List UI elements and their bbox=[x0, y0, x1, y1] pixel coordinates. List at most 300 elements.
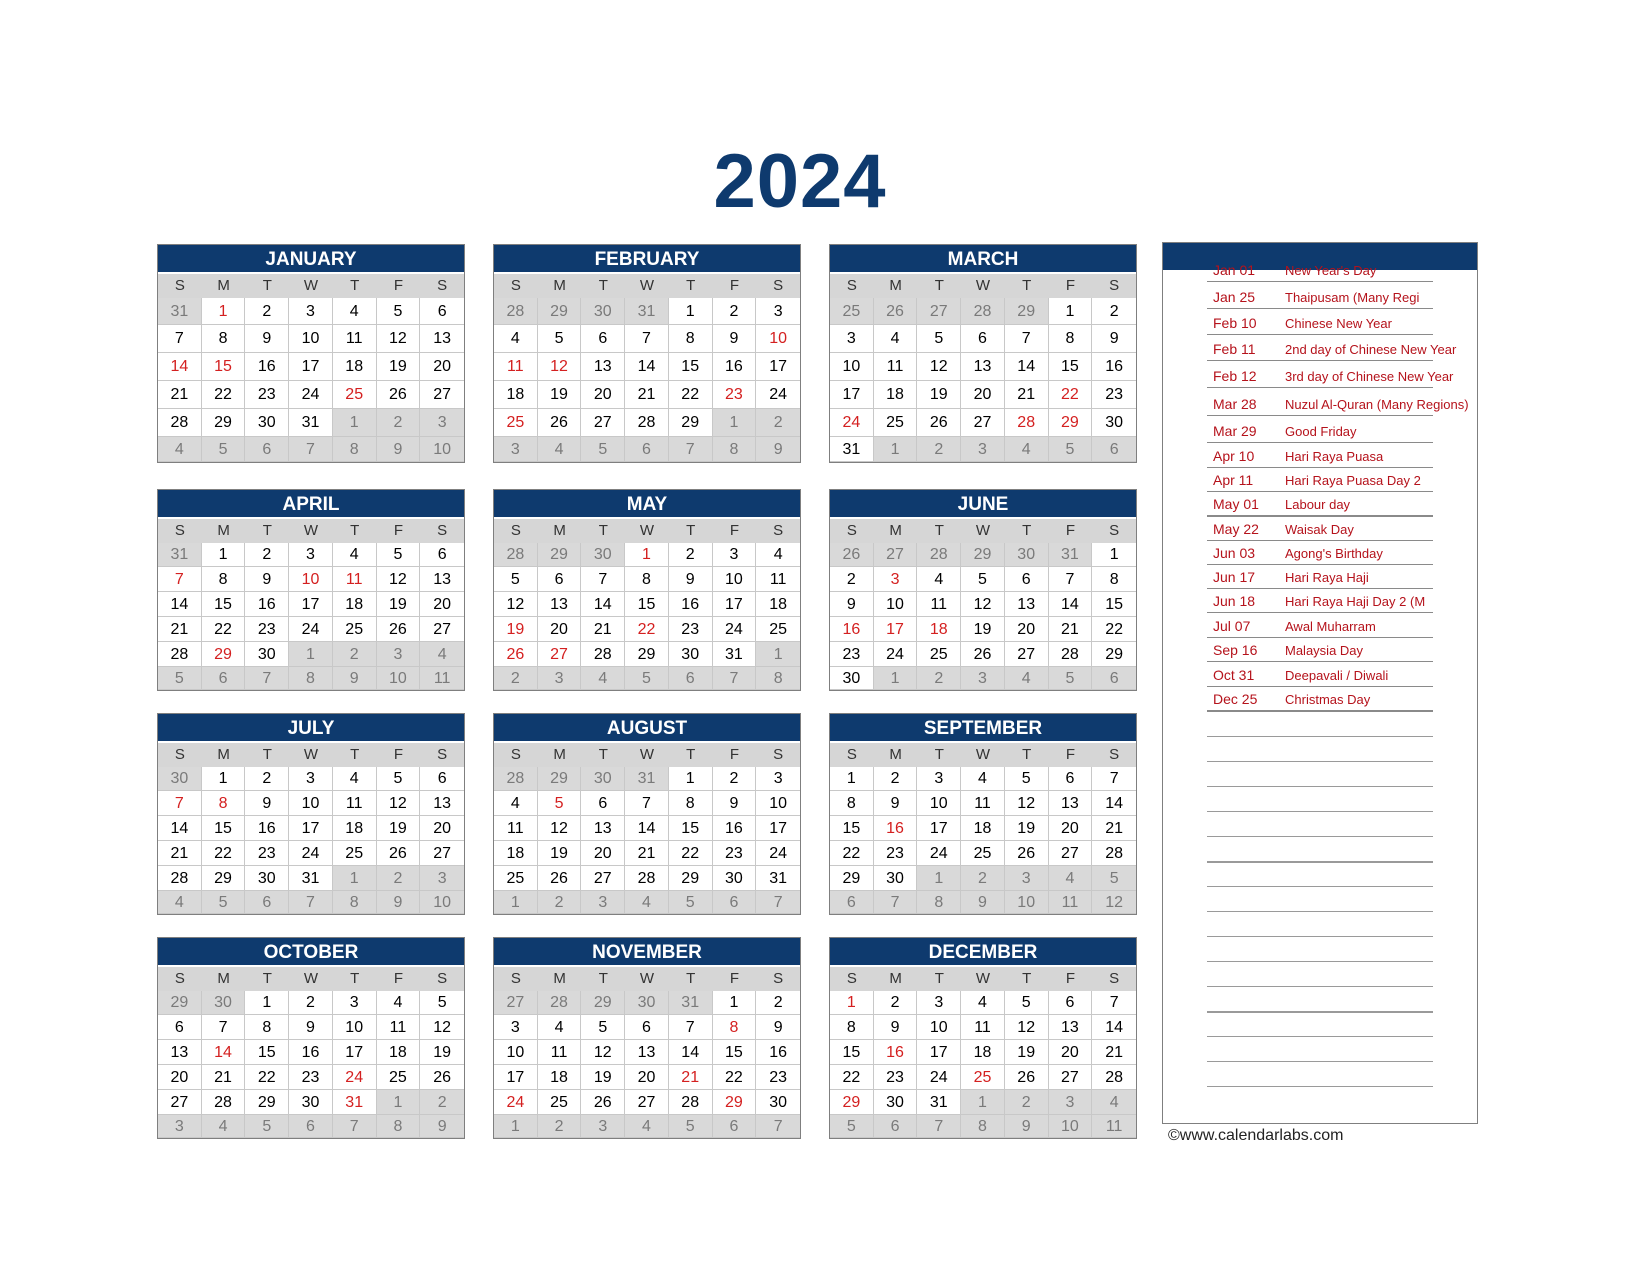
day-cell: 7 bbox=[625, 791, 669, 816]
adjacent-day-cell: 28 bbox=[917, 543, 961, 567]
adjacent-day-cell: 29 bbox=[538, 767, 582, 791]
adjacent-day-cell: 29 bbox=[538, 298, 582, 325]
adjacent-day-cell: 6 bbox=[713, 1115, 757, 1138]
day-cell: 26 bbox=[1005, 841, 1049, 866]
day-cell: 9 bbox=[245, 325, 289, 353]
credit-text: ©www.calendarlabs.com bbox=[1168, 1127, 1344, 1144]
day-cell: 11 bbox=[333, 325, 377, 353]
weekday-label: S bbox=[846, 522, 857, 539]
adjacent-day-cell: 5 bbox=[1049, 437, 1093, 462]
adjacent-day-cell: 28 bbox=[494, 543, 538, 567]
day-cell: 20 bbox=[961, 381, 1005, 409]
adjacent-day-cell: 5 bbox=[245, 1115, 289, 1138]
day-cell: 30 bbox=[1092, 409, 1136, 437]
day-cell: 11 bbox=[494, 816, 538, 841]
adjacent-day-cell: 1 bbox=[713, 409, 757, 437]
day-cell: 22 bbox=[202, 381, 246, 409]
adjacent-day-cell: 4 bbox=[1005, 437, 1049, 462]
day-cell: 23 bbox=[245, 381, 289, 409]
day-cell: 1 bbox=[625, 543, 669, 567]
day-cell: 6 bbox=[158, 1015, 202, 1040]
weekday-label: W bbox=[639, 522, 655, 539]
holiday-date: Jan 01 bbox=[1213, 262, 1256, 278]
day-cell: 24 bbox=[756, 841, 800, 866]
day-cell: 21 bbox=[202, 1065, 246, 1090]
day-cell: 5 bbox=[377, 543, 421, 567]
day-cell: 4 bbox=[917, 567, 961, 592]
day-cell: 16 bbox=[713, 816, 757, 841]
day-cell: 27 bbox=[1049, 1065, 1093, 1090]
day-cell: 17 bbox=[830, 381, 874, 409]
day-cell: 27 bbox=[1005, 642, 1049, 667]
adjacent-day-cell: 30 bbox=[581, 767, 625, 791]
day-cell: 4 bbox=[756, 543, 800, 567]
day-cell: 7 bbox=[1092, 991, 1136, 1015]
day-cell: 9 bbox=[245, 791, 289, 816]
month-january bbox=[157, 244, 465, 463]
day-cell: 20 bbox=[420, 592, 464, 617]
day-cell: 1 bbox=[830, 991, 874, 1015]
adjacent-day-cell: 1 bbox=[917, 866, 961, 891]
weekday-label: T bbox=[934, 746, 944, 763]
day-cell: 16 bbox=[245, 353, 289, 381]
day-cell: 12 bbox=[917, 353, 961, 381]
holiday-name: Hari Raya Haji bbox=[1285, 570, 1369, 585]
day-cell: 29 bbox=[202, 642, 246, 667]
day-cell: 21 bbox=[158, 617, 202, 642]
day-cell: 24 bbox=[289, 617, 333, 642]
day-cell: 8 bbox=[1049, 325, 1093, 353]
adjacent-day-cell: 31 bbox=[669, 991, 713, 1015]
weekday-label: S bbox=[510, 522, 521, 539]
day-cell: 10 bbox=[917, 791, 961, 816]
weekday-label: S bbox=[174, 970, 185, 987]
day-cell: 7 bbox=[202, 1015, 246, 1040]
day-cell: 21 bbox=[625, 381, 669, 409]
day-cell: 9 bbox=[669, 567, 713, 592]
day-cell: 18 bbox=[538, 1065, 582, 1090]
day-cell: 12 bbox=[377, 567, 421, 592]
day-cell: 1 bbox=[245, 991, 289, 1015]
day-cell: 23 bbox=[669, 617, 713, 642]
holiday-row bbox=[1207, 417, 1433, 443]
holiday-date: May 22 bbox=[1213, 521, 1259, 537]
adjacent-day-cell: 3 bbox=[1005, 866, 1049, 891]
month-march bbox=[829, 244, 1137, 463]
day-cell: 11 bbox=[961, 791, 1005, 816]
day-cell: 28 bbox=[625, 866, 669, 891]
day-cell: 9 bbox=[874, 1015, 918, 1040]
day-cell: 30 bbox=[713, 866, 757, 891]
day-cell: 17 bbox=[917, 816, 961, 841]
day-cell: 6 bbox=[581, 791, 625, 816]
adjacent-day-cell: 31 bbox=[625, 767, 669, 791]
weekday-label: T bbox=[598, 746, 608, 763]
day-cell: 27 bbox=[538, 642, 582, 667]
day-grid bbox=[494, 298, 800, 462]
holiday-date: Feb 11 bbox=[1213, 341, 1256, 357]
weekday-header bbox=[494, 967, 800, 991]
adjacent-day-cell: 31 bbox=[1049, 543, 1093, 567]
day-cell: 10 bbox=[830, 353, 874, 381]
holiday-date: Feb 10 bbox=[1213, 315, 1257, 331]
weekday-label: S bbox=[437, 277, 448, 294]
weekday-label: F bbox=[729, 746, 739, 763]
day-cell: 30 bbox=[669, 642, 713, 667]
day-cell: 11 bbox=[538, 1040, 582, 1065]
day-grid bbox=[830, 767, 1136, 914]
holiday-row bbox=[1207, 335, 1457, 361]
day-cell: 9 bbox=[830, 592, 874, 617]
holiday-name: Waisak Day bbox=[1285, 522, 1354, 537]
weekday-label: F bbox=[1065, 970, 1075, 987]
day-cell: 21 bbox=[625, 841, 669, 866]
holiday-name: Nuzul Al-Quran (Many Regions) bbox=[1285, 397, 1469, 412]
adjacent-day-cell: 8 bbox=[961, 1115, 1005, 1138]
day-cell: 3 bbox=[756, 767, 800, 791]
day-cell: 26 bbox=[420, 1065, 464, 1090]
adjacent-day-cell: 2 bbox=[333, 642, 377, 667]
weekday-label: F bbox=[393, 746, 403, 763]
adjacent-day-cell: 31 bbox=[158, 543, 202, 567]
adjacent-day-cell: 29 bbox=[581, 991, 625, 1015]
day-cell: 25 bbox=[377, 1065, 421, 1090]
day-cell: 14 bbox=[158, 592, 202, 617]
adjacent-day-cell: 9 bbox=[377, 891, 421, 914]
note-line bbox=[1207, 1086, 1433, 1087]
day-cell: 24 bbox=[713, 617, 757, 642]
day-cell: 25 bbox=[333, 381, 377, 409]
note-line bbox=[1207, 836, 1433, 837]
adjacent-day-cell: 1 bbox=[494, 1115, 538, 1138]
day-cell: 29 bbox=[830, 1090, 874, 1115]
holiday-row bbox=[1207, 587, 1433, 613]
month-name: MARCH bbox=[830, 245, 1136, 274]
day-cell: 1 bbox=[669, 298, 713, 325]
day-cell: 26 bbox=[917, 409, 961, 437]
day-cell: 13 bbox=[1005, 592, 1049, 617]
weekday-label: T bbox=[686, 970, 696, 987]
weekday-label: S bbox=[773, 277, 784, 294]
weekday-label: T bbox=[262, 970, 272, 987]
weekday-label: S bbox=[846, 970, 857, 987]
day-cell: 28 bbox=[202, 1090, 246, 1115]
day-cell: 19 bbox=[377, 353, 421, 381]
day-cell: 15 bbox=[713, 1040, 757, 1065]
day-cell: 2 bbox=[669, 543, 713, 567]
day-cell: 5 bbox=[538, 791, 582, 816]
adjacent-day-cell: 5 bbox=[202, 437, 246, 462]
day-cell: 8 bbox=[669, 325, 713, 353]
adjacent-day-cell: 2 bbox=[538, 1115, 582, 1138]
day-cell: 1 bbox=[669, 767, 713, 791]
weekday-label: S bbox=[437, 970, 448, 987]
adjacent-day-cell: 7 bbox=[333, 1115, 377, 1138]
holiday-name: 2nd day of Chinese New Year bbox=[1285, 342, 1457, 357]
day-cell: 3 bbox=[494, 1015, 538, 1040]
adjacent-day-cell: 5 bbox=[625, 667, 669, 690]
day-cell: 14 bbox=[625, 353, 669, 381]
day-cell: 13 bbox=[420, 567, 464, 592]
day-grid bbox=[158, 767, 464, 914]
weekday-label: M bbox=[553, 522, 566, 539]
weekday-label: M bbox=[217, 522, 230, 539]
day-cell: 14 bbox=[1092, 1015, 1136, 1040]
adjacent-day-cell: 1 bbox=[377, 1090, 421, 1115]
adjacent-day-cell: 3 bbox=[538, 667, 582, 690]
weekday-label: S bbox=[846, 746, 857, 763]
weekday-label: T bbox=[262, 277, 272, 294]
adjacent-day-cell: 12 bbox=[1092, 891, 1136, 914]
weekday-label: F bbox=[729, 277, 739, 294]
day-cell: 31 bbox=[289, 866, 333, 891]
holiday-name: Good Friday bbox=[1285, 424, 1357, 439]
day-cell: 8 bbox=[1092, 567, 1136, 592]
adjacent-day-cell: 7 bbox=[756, 1115, 800, 1138]
day-cell: 13 bbox=[538, 592, 582, 617]
day-grid bbox=[494, 543, 800, 690]
weekday-label: S bbox=[773, 746, 784, 763]
day-cell: 22 bbox=[202, 841, 246, 866]
adjacent-day-cell: 10 bbox=[1005, 891, 1049, 914]
weekday-label: T bbox=[350, 277, 360, 294]
holiday-name: Awal Muharram bbox=[1285, 619, 1376, 634]
adjacent-day-cell: 1 bbox=[333, 409, 377, 437]
day-cell: 24 bbox=[917, 1065, 961, 1090]
year-title: 2024 bbox=[713, 139, 887, 224]
day-cell: 30 bbox=[245, 409, 289, 437]
adjacent-day-cell: 8 bbox=[377, 1115, 421, 1138]
month-june bbox=[829, 489, 1137, 691]
day-cell: 30 bbox=[830, 667, 874, 690]
adjacent-day-cell: 28 bbox=[961, 298, 1005, 325]
weekday-label: S bbox=[437, 522, 448, 539]
day-cell: 18 bbox=[756, 592, 800, 617]
day-grid bbox=[830, 543, 1136, 690]
adjacent-day-cell: 10 bbox=[377, 667, 421, 690]
adjacent-day-cell: 1 bbox=[961, 1090, 1005, 1115]
day-cell: 19 bbox=[538, 381, 582, 409]
adjacent-day-cell: 2 bbox=[377, 866, 421, 891]
day-cell: 5 bbox=[1005, 767, 1049, 791]
day-grid bbox=[830, 991, 1136, 1138]
adjacent-day-cell: 10 bbox=[1049, 1115, 1093, 1138]
day-cell: 23 bbox=[245, 841, 289, 866]
adjacent-day-cell: 11 bbox=[1049, 891, 1093, 914]
day-cell: 15 bbox=[202, 592, 246, 617]
day-cell: 11 bbox=[961, 1015, 1005, 1040]
holiday-panel bbox=[1162, 242, 1478, 1124]
weekday-label: F bbox=[1065, 522, 1075, 539]
adjacent-day-cell: 11 bbox=[1092, 1115, 1136, 1138]
adjacent-day-cell: 5 bbox=[669, 891, 713, 914]
day-cell: 22 bbox=[1049, 381, 1093, 409]
day-cell: 23 bbox=[245, 617, 289, 642]
weekday-header bbox=[830, 743, 1136, 767]
holiday-date: Apr 10 bbox=[1213, 448, 1255, 464]
holiday-date: Apr 11 bbox=[1213, 472, 1254, 488]
day-cell: 31 bbox=[289, 409, 333, 437]
holiday-date: Feb 12 bbox=[1213, 368, 1257, 384]
note-line bbox=[1207, 736, 1433, 737]
day-cell: 22 bbox=[625, 617, 669, 642]
adjacent-day-cell: 7 bbox=[917, 1115, 961, 1138]
day-cell: 22 bbox=[669, 841, 713, 866]
day-cell: 2 bbox=[713, 298, 757, 325]
day-cell: 17 bbox=[917, 1040, 961, 1065]
month-name: JANUARY bbox=[158, 245, 464, 274]
day-cell: 16 bbox=[874, 1040, 918, 1065]
adjacent-day-cell: 30 bbox=[202, 991, 246, 1015]
adjacent-day-cell: 30 bbox=[625, 991, 669, 1015]
day-cell: 6 bbox=[420, 543, 464, 567]
day-cell: 1 bbox=[202, 543, 246, 567]
weekday-label: W bbox=[639, 970, 655, 987]
day-cell: 29 bbox=[713, 1090, 757, 1115]
day-cell: 24 bbox=[289, 841, 333, 866]
adjacent-day-cell: 7 bbox=[713, 667, 757, 690]
weekday-label: M bbox=[553, 746, 566, 763]
day-cell: 4 bbox=[494, 791, 538, 816]
day-cell: 6 bbox=[538, 567, 582, 592]
day-cell: 19 bbox=[494, 617, 538, 642]
day-cell: 13 bbox=[420, 325, 464, 353]
adjacent-day-cell: 3 bbox=[420, 409, 464, 437]
day-cell: 2 bbox=[874, 767, 918, 791]
adjacent-day-cell: 5 bbox=[202, 891, 246, 914]
adjacent-day-cell: 7 bbox=[289, 891, 333, 914]
month-name: DECEMBER bbox=[830, 938, 1136, 967]
weekday-label: T bbox=[1022, 746, 1032, 763]
day-cell: 11 bbox=[494, 353, 538, 381]
weekday-label: W bbox=[303, 970, 319, 987]
day-cell: 16 bbox=[756, 1040, 800, 1065]
day-cell: 18 bbox=[874, 381, 918, 409]
day-cell: 12 bbox=[1005, 791, 1049, 816]
day-cell: 27 bbox=[420, 617, 464, 642]
day-cell: 25 bbox=[874, 409, 918, 437]
day-cell: 2 bbox=[245, 543, 289, 567]
day-cell: 26 bbox=[961, 642, 1005, 667]
adjacent-day-cell: 4 bbox=[158, 437, 202, 462]
day-cell: 11 bbox=[333, 791, 377, 816]
day-cell: 23 bbox=[874, 1065, 918, 1090]
day-cell: 26 bbox=[377, 381, 421, 409]
note-line bbox=[1207, 911, 1433, 912]
day-cell: 28 bbox=[1092, 841, 1136, 866]
day-cell: 3 bbox=[289, 298, 333, 325]
weekday-label: T bbox=[1022, 970, 1032, 987]
adjacent-day-cell: 5 bbox=[158, 667, 202, 690]
day-cell: 12 bbox=[581, 1040, 625, 1065]
weekday-label: T bbox=[686, 746, 696, 763]
weekday-label: S bbox=[174, 277, 185, 294]
day-cell: 19 bbox=[1005, 1040, 1049, 1065]
day-cell: 5 bbox=[377, 298, 421, 325]
day-cell: 12 bbox=[420, 1015, 464, 1040]
weekday-label: S bbox=[437, 746, 448, 763]
day-cell: 6 bbox=[625, 1015, 669, 1040]
day-cell: 6 bbox=[420, 767, 464, 791]
day-cell: 27 bbox=[625, 1090, 669, 1115]
day-cell: 19 bbox=[420, 1040, 464, 1065]
weekday-label: S bbox=[1109, 277, 1120, 294]
note-line bbox=[1207, 886, 1433, 887]
day-cell: 25 bbox=[538, 1090, 582, 1115]
holiday-row bbox=[1207, 256, 1433, 282]
day-cell: 30 bbox=[756, 1090, 800, 1115]
adjacent-day-cell: 29 bbox=[538, 543, 582, 567]
day-cell: 2 bbox=[1092, 298, 1136, 325]
day-cell: 21 bbox=[1049, 617, 1093, 642]
adjacent-day-cell: 4 bbox=[1092, 1090, 1136, 1115]
adjacent-day-cell: 4 bbox=[625, 891, 669, 914]
day-cell: 8 bbox=[669, 791, 713, 816]
day-cell: 16 bbox=[874, 816, 918, 841]
day-cell: 5 bbox=[581, 1015, 625, 1040]
day-cell: 7 bbox=[158, 325, 202, 353]
day-cell: 16 bbox=[669, 592, 713, 617]
month-september bbox=[829, 713, 1137, 915]
day-cell: 18 bbox=[333, 592, 377, 617]
adjacent-day-cell: 9 bbox=[420, 1115, 464, 1138]
weekday-label: W bbox=[975, 746, 991, 763]
day-cell: 4 bbox=[494, 325, 538, 353]
day-cell: 22 bbox=[830, 841, 874, 866]
weekday-label: W bbox=[303, 522, 319, 539]
day-cell: 25 bbox=[917, 642, 961, 667]
day-cell: 1 bbox=[202, 298, 246, 325]
adjacent-day-cell: 30 bbox=[158, 767, 202, 791]
day-cell: 2 bbox=[245, 298, 289, 325]
day-cell: 7 bbox=[625, 325, 669, 353]
adjacent-day-cell: 6 bbox=[202, 667, 246, 690]
weekday-label: T bbox=[350, 970, 360, 987]
day-cell: 26 bbox=[377, 617, 421, 642]
day-cell: 18 bbox=[333, 353, 377, 381]
day-cell: 23 bbox=[289, 1065, 333, 1090]
day-cell: 10 bbox=[756, 325, 800, 353]
holiday-name: Hari Raya Puasa Day 2 bbox=[1285, 473, 1421, 488]
adjacent-day-cell: 31 bbox=[158, 298, 202, 325]
holiday-name: Hari Raya Haji Day 2 (M bbox=[1285, 594, 1426, 609]
day-cell: 20 bbox=[1049, 816, 1093, 841]
holiday-row bbox=[1207, 442, 1433, 468]
weekday-header bbox=[158, 519, 464, 543]
adjacent-day-cell: 6 bbox=[669, 667, 713, 690]
adjacent-day-cell: 9 bbox=[961, 891, 1005, 914]
day-cell: 7 bbox=[1092, 767, 1136, 791]
adjacent-day-cell: 6 bbox=[245, 437, 289, 462]
day-cell: 11 bbox=[333, 567, 377, 592]
month-name: SEPTEMBER bbox=[830, 714, 1136, 743]
month-name: FEBRUARY bbox=[494, 245, 800, 274]
adjacent-day-cell: 1 bbox=[874, 437, 918, 462]
day-cell: 17 bbox=[289, 816, 333, 841]
weekday-label: S bbox=[1109, 522, 1120, 539]
weekday-label: T bbox=[1022, 277, 1032, 294]
weekday-label: S bbox=[773, 970, 784, 987]
month-december bbox=[829, 937, 1137, 1139]
day-cell: 21 bbox=[669, 1065, 713, 1090]
adjacent-day-cell: 10 bbox=[420, 891, 464, 914]
adjacent-day-cell: 4 bbox=[1049, 866, 1093, 891]
day-grid bbox=[494, 991, 800, 1138]
day-cell: 12 bbox=[538, 816, 582, 841]
day-cell: 12 bbox=[1005, 1015, 1049, 1040]
adjacent-day-cell: 29 bbox=[158, 991, 202, 1015]
day-cell: 22 bbox=[830, 1065, 874, 1090]
